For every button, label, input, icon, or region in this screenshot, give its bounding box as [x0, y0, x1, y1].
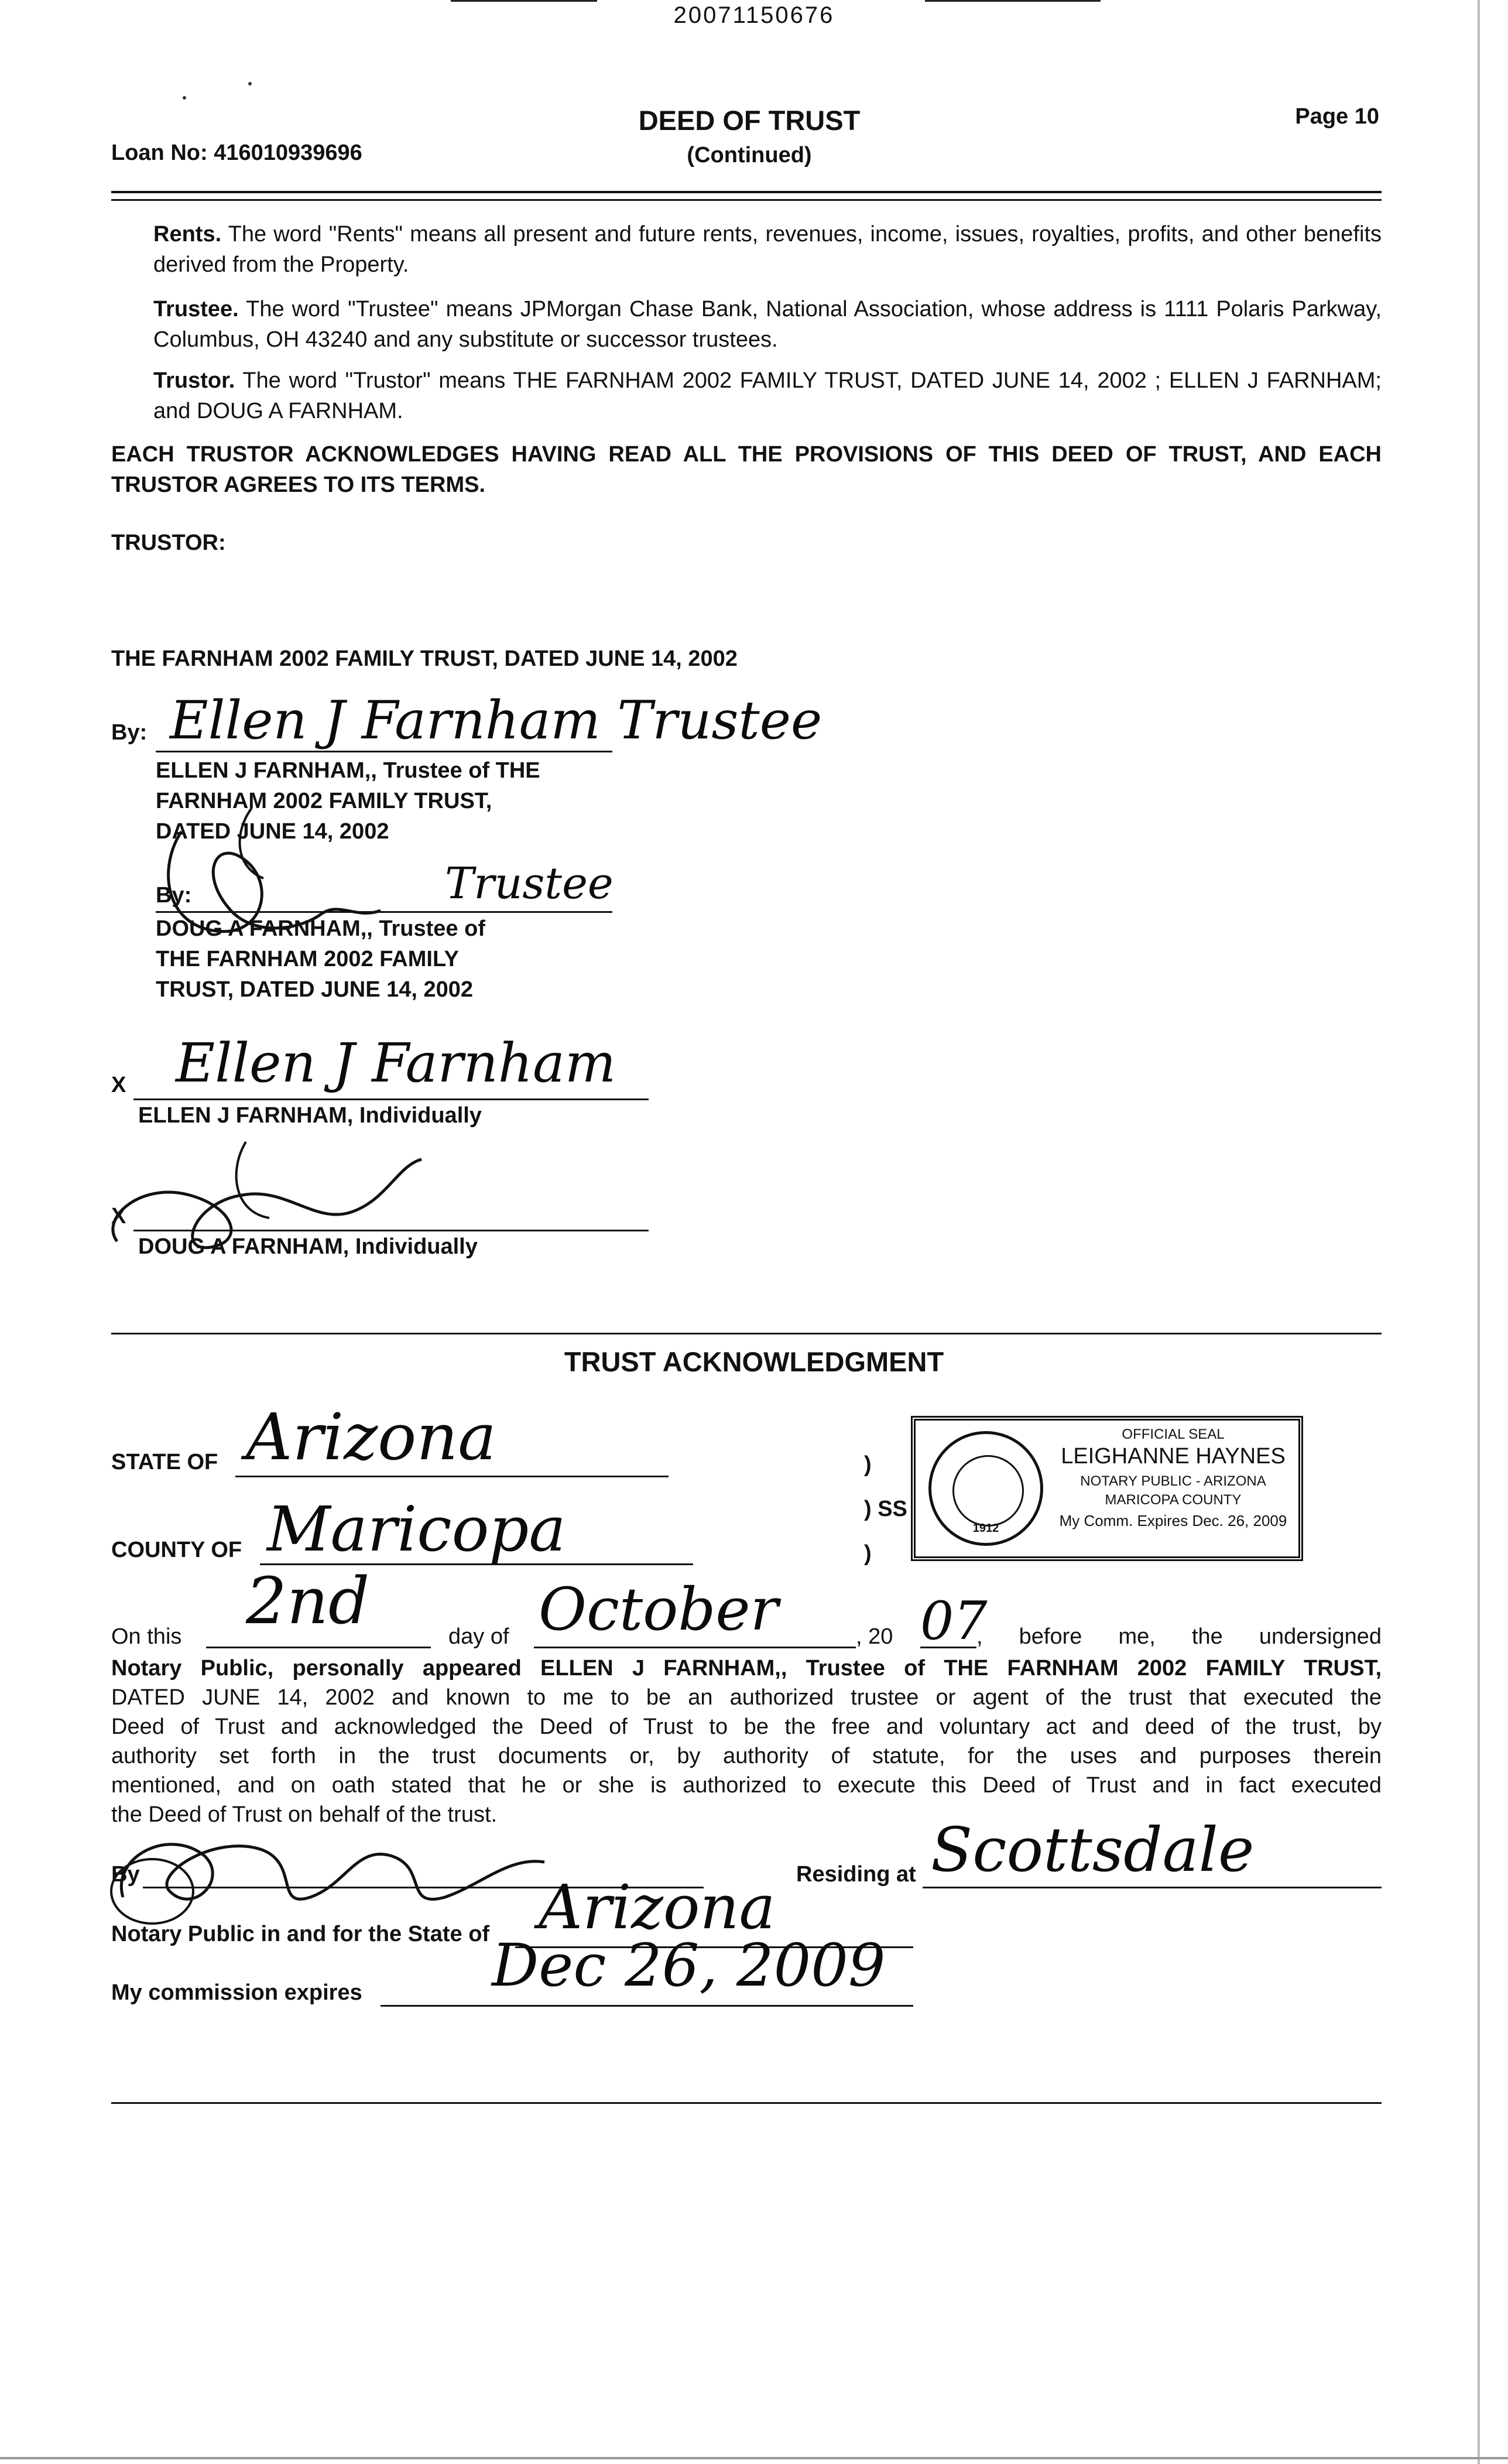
scan-edge: [1478, 0, 1480, 2464]
seal-line-1: NOTARY PUBLIC - ARIZONA: [1080, 1473, 1266, 1489]
year-value: 07: [920, 1590, 988, 1652]
document-title: DEED OF TRUST: [638, 105, 861, 136]
paren: ): [864, 1452, 872, 1477]
residing-label: Residing at: [796, 1862, 916, 1887]
definition-text: The word "Trustee" means JPMorgan Chase Bank, National Association, whose address is 1111 Polaris Parkway, Columbus, OH 43240 and any substitute or successor trustees.: [153, 297, 1382, 352]
month-line: [534, 1647, 856, 1648]
day-of-label: day of: [448, 1624, 509, 1649]
seal-year: 1912: [972, 1522, 999, 1535]
definition-term: Rents.: [153, 222, 222, 247]
year-prefix: , 20: [856, 1624, 893, 1649]
document-continued: (Continued): [687, 143, 812, 167]
definition-trustor: [153, 365, 1382, 426]
ack-line: authority set forth in the trust documents or, by authority of statute, for the uses and purposes therein: [111, 1744, 1382, 1768]
state-value: Arizona: [246, 1399, 496, 1474]
ellen-trustee-signature: Ellen J Farnham Trustee: [170, 690, 822, 751]
seal-inner-ring: [952, 1455, 1024, 1527]
caption-line: DOUG A FARNHAM,, Trustee of: [156, 916, 485, 941]
definition-rents: [153, 219, 1382, 280]
doug-trustee-caption: [156, 913, 485, 1005]
seal-notary-name: LEIGHANNE HAYNES: [1061, 1444, 1286, 1469]
trust-name: THE FARNHAM 2002 FAMILY TRUST, DATED JUNE 14, 2002: [111, 646, 738, 671]
ack-line: Notary Public, personally appeared ELLEN J FARNHAM,, Trustee of THE FARNHAM 2002 FAMILY TRUST,: [111, 1656, 1382, 1681]
day-line: [206, 1647, 431, 1648]
trust-acknowledgment-title: TRUST ACKNOWLEDGMENT: [564, 1346, 944, 1377]
seal-emblem: [928, 1431, 1043, 1546]
day-value: 2nd: [246, 1563, 370, 1638]
header-rule-bottom: [111, 199, 1382, 201]
header-rule-top: [111, 191, 1382, 193]
paren: ): [864, 1541, 872, 1566]
seal-official: OFFICIAL SEAL: [1122, 1426, 1225, 1442]
definition-trustee: [153, 294, 1382, 355]
ellen-individual-signature: Ellen J Farnham: [176, 1032, 616, 1094]
doug-individual-caption: DOUG A FARNHAM, Individually: [138, 1234, 478, 1259]
loan-number: Loan No: 416010939696: [111, 141, 362, 165]
page-number: Page 10: [1295, 104, 1379, 129]
document-number: 20071150676: [673, 2, 835, 28]
ellen-individual-caption: ELLEN J FARNHAM, Individually: [138, 1103, 482, 1128]
residing-value: Scottsdale: [931, 1814, 1255, 1885]
caption-line: ELLEN J FARNHAM,, Trustee of THE: [156, 758, 540, 783]
caption-line: DATED JUNE 14, 2002: [156, 819, 389, 844]
ack-line: mentioned, and on oath stated that he or she is authorized to execute this Deed of Trust and in fact executed: [111, 1773, 1382, 1798]
on-this-label: On this: [111, 1624, 182, 1649]
state-label: STATE OF: [111, 1450, 218, 1474]
definition-term: Trustee.: [153, 297, 239, 321]
commission-value: Dec 26, 2009: [492, 1931, 886, 2000]
trustor-label: TRUSTOR:: [111, 531, 226, 555]
stray-mark: [248, 82, 252, 85]
ack-line: DATED JUNE 14, 2002 and known to me to be an authorized trustee or agent of the trust that executed the: [111, 1685, 1382, 1710]
ack-line: Deed of Trust and acknowledged the Deed of Trust to be the free and voluntary act and deed of the trust, by: [111, 1714, 1382, 1739]
residing-line: [923, 1887, 1382, 1888]
state-line: [235, 1476, 669, 1477]
county-value: Maricopa: [267, 1493, 566, 1565]
caption-line: THE FARNHAM 2002 FAMILY: [156, 947, 460, 971]
by-label: By:: [156, 883, 192, 908]
notary-state-label: Notary Public in and for the State of: [111, 1922, 490, 1946]
commission-line: [381, 2005, 913, 2007]
month-value: October: [539, 1575, 779, 1644]
caption-line: FARNHAM 2002 FAMILY TRUST,: [156, 789, 492, 813]
section-rule: [111, 1333, 1382, 1334]
notary-by-label: By: [111, 1862, 140, 1887]
county-label: COUNTY OF: [111, 1538, 242, 1562]
definition-term: Trustor.: [153, 368, 235, 393]
caption-line: TRUST, DATED JUNE 14, 2002: [156, 977, 474, 1002]
signature-line: [133, 1098, 649, 1100]
x-label: X: [111, 1204, 126, 1228]
notary-signature-scribble: [100, 1809, 568, 1926]
stray-mark: [183, 96, 186, 100]
top-rule-left: [451, 0, 597, 2]
x-label: X: [111, 1073, 126, 1097]
notary-seal: [911, 1416, 1303, 1561]
ss-label: ) SS: [864, 1497, 907, 1521]
acknowledgment-body: [111, 1654, 1382, 1829]
bottom-rule: [111, 2102, 1382, 2104]
by-label: By:: [111, 720, 148, 745]
definition-text: The word "Trustor" means THE FARNHAM 2002 FAMILY TRUST, DATED JUNE 14, 2002 ; ELLEN J FARNHAM; and DOUG A FARNHAM.: [153, 368, 1382, 423]
doug-trustee-signature: Trustee: [445, 858, 614, 909]
commission-label: My commission expires: [111, 1980, 362, 2005]
ack-line: the Deed of Trust on behalf of the trust.: [111, 1802, 498, 1827]
trustor-acknowledgment-statement: EACH TRUSTOR ACKNOWLEDGES HAVING READ ALL THE PROVISIONS OF THIS DEED OF TRUST, AND EACH TRUSTOR AGREES TO ITS TERMS.: [111, 442, 1382, 497]
seal-line-3: My Comm. Expires Dec. 26, 2009: [1059, 1512, 1287, 1529]
top-rule-right: [925, 0, 1101, 2]
seal-line-2: MARICOPA COUNTY: [1105, 1492, 1242, 1508]
notary-state-value: Arizona: [539, 1871, 776, 1943]
definition-text: The word "Rents" means all present and future rents, revenues, income, issues, royalties, profits, and other benefits derived from the Property.: [153, 222, 1382, 277]
scan-bottom-edge: [0, 2457, 1508, 2459]
before-me-text: , before me, the undersigned: [976, 1624, 1382, 1649]
